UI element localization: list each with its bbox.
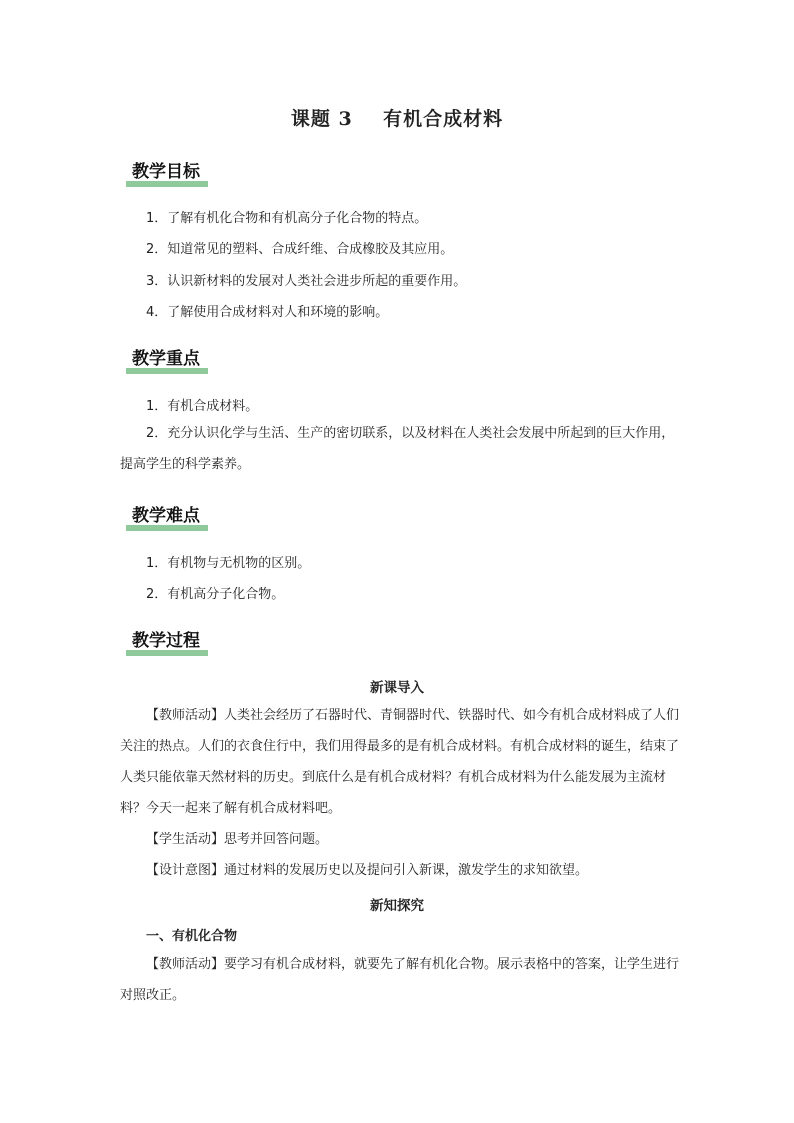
goal-item: 1．了解有机化合物和有机高分子化合物的特点。 [146,211,428,226]
subsection-heading: 一、有机化合物 [146,929,238,944]
section-heading-key-points: 教学重点 [132,349,200,369]
section-heading-difficulties: 教学难点 [132,506,200,526]
teacher-activity-paragraph-2: 【教师活动】要学习有机合成材料，就要先了解有机化合物。展示表格中的答案，让学生进行对照改正。 [120,957,680,1003]
section-heading-goals: 教学目标 [132,162,200,182]
goal-item: 4．了解使用合成材料对人和环境的影响。 [146,305,389,320]
page-title: 课题 3 有机合成材料 [290,108,504,130]
key-point-item: 2．充分认识化学与生活、生产的密切联系，以及材料在人类社会发展中所起到的巨大作用，提高学生的科学素养。 [120,426,675,472]
difficulty-item: 2．有机高分子化合物。 [146,587,285,602]
intro-heading: 新课导入 [370,680,424,696]
teacher-activity-paragraph: 【教师活动】人类社会经历了石器时代、青铜器时代、铁器时代、如今有机合成材料成了人们关注的热点。人们的衣食住行中，我们用得最多的是有机合成材料。有机合成材料的诞生，结束了人类只能依靠天然材料的历史。到底什么是有机合成材料？有机合成材料为什么能发展为主流材料？今天一起来了解有机合成材料吧。 [120,708,680,816]
key-point-item: 1．有机合成材料。 [146,399,259,414]
goal-item: 2．知道常见的塑料、合成纤维、合成橡胶及其应用。 [146,242,454,257]
section-heading-process: 教学过程 [132,631,200,651]
student-activity-paragraph: 【学生活动】思考并回答问题。 [146,832,329,847]
design-intent-paragraph: 【设计意图】通过材料的发展历史以及提问引入新课，激发学生的求知欲望。 [146,863,589,878]
goal-item: 3．认识新材料的发展对人类社会进步所起的重要作用。 [146,274,467,289]
difficulty-item: 1．有机物与无机物的区别。 [146,556,311,571]
explore-heading: 新知探究 [370,898,424,914]
